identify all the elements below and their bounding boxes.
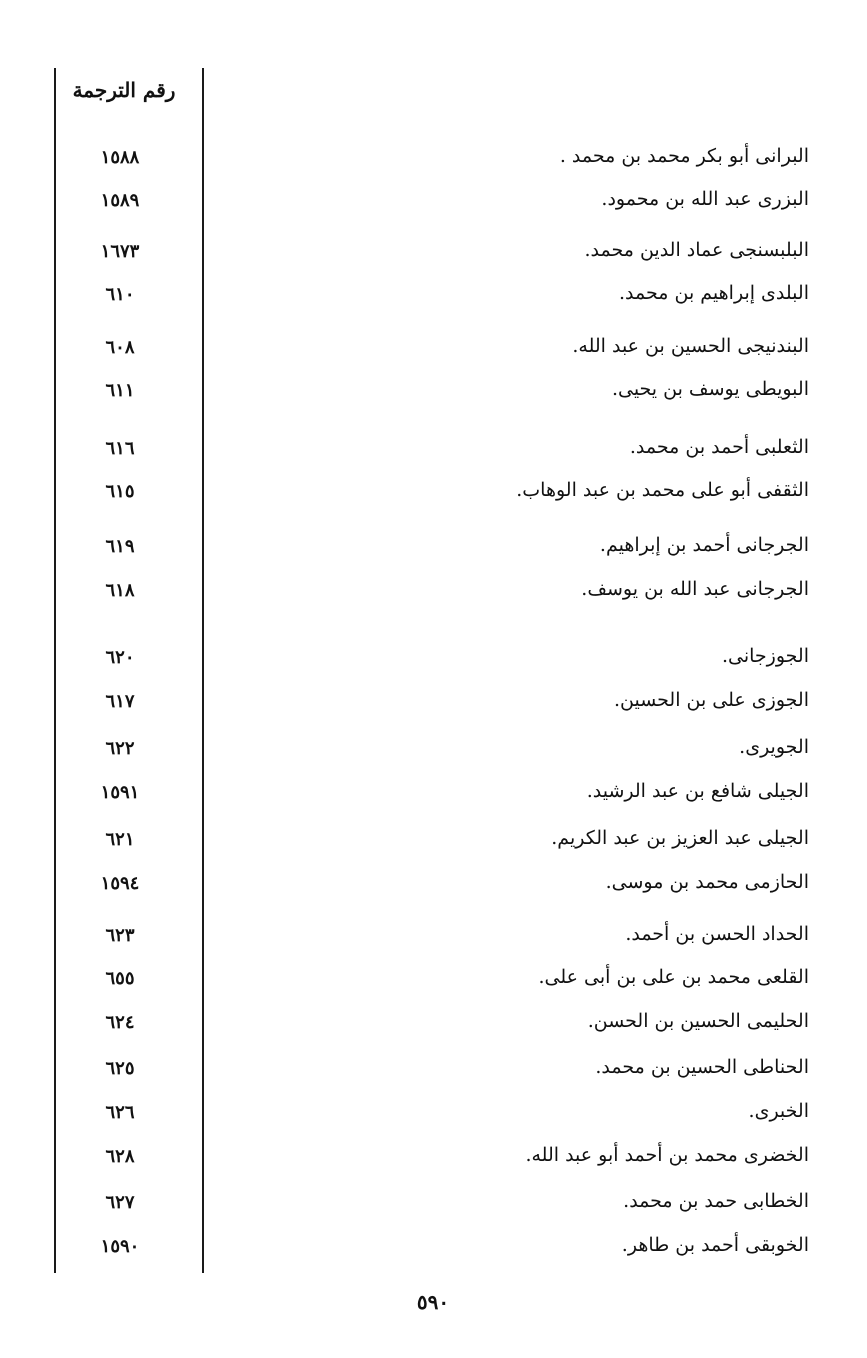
- entry-number: ١٥٩٠: [100, 1236, 140, 1257]
- entry-number: ٦٢٢: [105, 738, 135, 759]
- entry-name: الجيلى شافع بن عبد الرشيد.: [586, 780, 809, 802]
- entry-number: ٦١٠: [105, 284, 135, 305]
- index-entry: [0, 1050, 867, 1090]
- entry-number: ٦٢٦: [105, 1102, 135, 1123]
- index-entry: [0, 639, 867, 679]
- entry-number: ٦١٧: [105, 691, 135, 712]
- entry-number: ١٦٧٣: [100, 241, 140, 262]
- index-entry: [0, 1184, 867, 1224]
- index-entry: [0, 528, 867, 568]
- entry-number: ٦٢٥: [105, 1058, 135, 1079]
- entry-number: ١٥٩١: [100, 782, 140, 803]
- page-number: ٥٩٠: [416, 1290, 450, 1314]
- index-entry: [0, 960, 867, 1000]
- column-header: رقم الترجمة: [72, 78, 176, 102]
- entry-number: ٦١١: [105, 380, 135, 401]
- entry-name: الجوزجانى.: [721, 645, 809, 667]
- entry-name: الحداد الحسن بن أحمد.: [625, 923, 809, 945]
- entry-name: البرانى أبو بكر محمد بن محمد .: [559, 145, 809, 167]
- index-entry: [0, 683, 867, 723]
- entry-number: ٦٢٠: [105, 647, 135, 668]
- entry-name: الجوزى على بن الحسين.: [613, 689, 809, 711]
- entry-number: ٦٢٨: [105, 1146, 135, 1167]
- entry-name: الجيلى عبد العزيز بن عبد الكريم.: [551, 827, 809, 849]
- entry-name: البزرى عبد الله بن محمود.: [601, 188, 809, 210]
- entry-number: ٦٢٤: [105, 1012, 135, 1033]
- entry-number: ١٥٩٤: [100, 873, 140, 894]
- entry-number: ٦٢٣: [105, 925, 135, 946]
- index-entry: [0, 821, 867, 861]
- index-entry: [0, 730, 867, 770]
- entry-number: ٦١٨: [105, 580, 135, 601]
- index-entry: [0, 1228, 867, 1268]
- index-entry: [0, 182, 867, 222]
- entry-number: ٦٠٨: [105, 337, 135, 358]
- index-entry: [0, 917, 867, 957]
- index-entry: [0, 1138, 867, 1178]
- entry-name: الحناطى الحسين بن محمد.: [595, 1056, 809, 1078]
- index-entry: [0, 865, 867, 905]
- entry-name: الحازمى محمد بن موسى.: [605, 871, 809, 893]
- entry-name: البلدى إبراهيم بن محمد.: [619, 282, 809, 304]
- entry-number: ٦١٩: [105, 536, 135, 557]
- index-entry: [0, 1094, 867, 1134]
- index-entry: [0, 430, 867, 470]
- entry-number: ١٥٨٨: [100, 147, 140, 168]
- entry-name: القلعى محمد بن على بن أبى على.: [538, 966, 809, 988]
- index-entry: [0, 276, 867, 316]
- index-entry: [0, 233, 867, 273]
- entry-name: الخضرى محمد بن أحمد أبو عبد الله.: [525, 1144, 809, 1166]
- entry-number: ٦٢٧: [105, 1192, 135, 1213]
- index-entry: [0, 372, 867, 412]
- entry-name: الجرجانى أحمد بن إبراهيم.: [599, 534, 809, 556]
- entry-number: ٦٢١: [105, 829, 135, 850]
- entry-name: الخوبقى أحمد بن طاهر.: [621, 1234, 809, 1256]
- entry-name: البلبسنجى عماد الدين محمد.: [584, 239, 809, 261]
- index-entry: [0, 774, 867, 814]
- entry-number: ٦١٦: [105, 438, 135, 459]
- entry-name: الخبرى.: [748, 1100, 809, 1122]
- index-entry: [0, 572, 867, 612]
- index-entry: [0, 139, 867, 179]
- entry-number: ١٥٨٩: [100, 190, 140, 211]
- index-entry: [0, 329, 867, 369]
- entry-name: الثقفى أبو على محمد بن عبد الوهاب.: [516, 479, 809, 501]
- entry-name: البندنيجى الحسين بن عبد الله.: [572, 335, 809, 357]
- entry-name: الحليمى الحسين بن الحسن.: [587, 1010, 809, 1032]
- entry-name: الجرجانى عبد الله بن يوسف.: [581, 578, 809, 600]
- entry-name: الخطابى حمد بن محمد.: [623, 1190, 809, 1212]
- entry-name: الجويرى.: [739, 736, 809, 758]
- index-entry: [0, 473, 867, 513]
- index-entry: [0, 1004, 867, 1044]
- entry-number: ٦١٥: [105, 481, 135, 502]
- entry-name: الثعلبى أحمد بن محمد.: [629, 436, 809, 458]
- entry-number: ٦٥٥: [105, 968, 135, 989]
- entry-name: البويطى يوسف بن يحيى.: [611, 378, 809, 400]
